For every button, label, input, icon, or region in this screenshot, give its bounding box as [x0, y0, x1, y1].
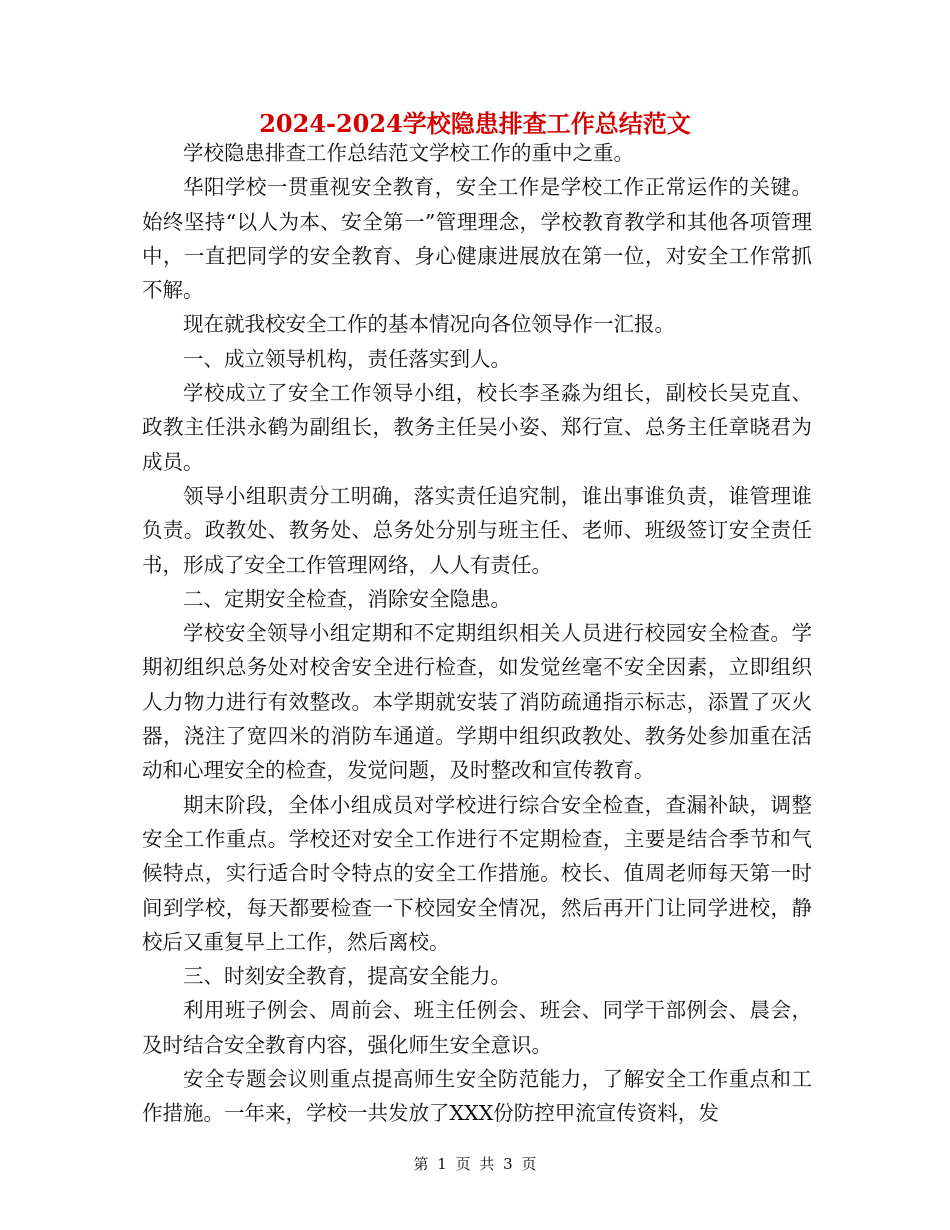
paragraph: 学校成立了安全工作领导小组，校长李圣淼为组长，副校长吴克直、政教主任洪永鹤为副组长，教务主任吴小姿、郑行宣、总务主任章晓君为成员。 [142, 381, 812, 474]
document-body [142, 136, 812, 1131]
paragraph: 期末阶段，全体小组成员对学校进行综合安全检查，查漏补缺，调整安全工作重点。学校还对安全工作进行不定期检查，主要是结合季节和气候特点，实行适合时令特点的安全工作措施。校长、值周老师每天第一时间到学校，每天都要检查一下校园安全情况，然后再开门让同学进校，静校后又重复早上工作，然后离校。 [142, 792, 812, 954]
paragraph: 华阳学校一贯重视安全教育，安全工作是学校工作正常运作的关键。始终坚持“以人为本、安全第一”管理理念，学校教育教学和其他各项管理中，一直把同学的安全教育、身心健康进展放在第一位，对安全工作常抓不解。 [142, 175, 812, 303]
section-heading: 三、时刻安全教育，提高安全能力。 [183, 964, 511, 989]
paragraph: 领导小组职责分工明确，落实责任追究制，谁出事谁负责，谁管理谁负责。政教处、教务处、总务处分别与班主任、老师、班级签订安全责任书，形成了安全工作管理网络，人人有责任。 [142, 483, 812, 577]
paragraph: 学校隐患排查工作总结范文学校工作的重中之重。 [183, 141, 634, 165]
paragraph: 现在就我校安全工作的基本情况向各位领导作一汇报。 [183, 312, 675, 337]
page-footer: 第 1 页 共 3 页 [413, 1155, 537, 1173]
paragraph: 利用班子例会、周前会、班主任例会、班会、同学干部例会、晨会，及时结合安全教育内容，强化师生安全意识。 [142, 998, 812, 1057]
paragraph: 学校安全领导小组定期和不定期组织相关人员进行校园安全检查。学期初组织总务处对校舍安全进行检查，如发觉丝毫不安全因素，立即组织人力物力进行有效整改。本学期就安装了消防疏通指示标志，添置了灭火器，浇注了宽四米的消防车通道。学期中组织政教处、教务处参加重在活动和心理安全的检查，发觉问题，及时整改和宣传教育。 [142, 621, 812, 783]
section-heading: 一、成立领导机构，责任落实到人。 [183, 346, 511, 371]
section-heading: 二、定期安全检查，消除安全隐患。 [183, 586, 511, 611]
paragraph: 安全专题会议则重点提高师生安全防范能力，了解安全工作重点和工作措施。一年来，学校一共发放了XXX份防控甲流宣传资料，发 [142, 1067, 812, 1126]
document-title: 2024-2024学校隐患排查工作总结范文 [259, 109, 691, 138]
